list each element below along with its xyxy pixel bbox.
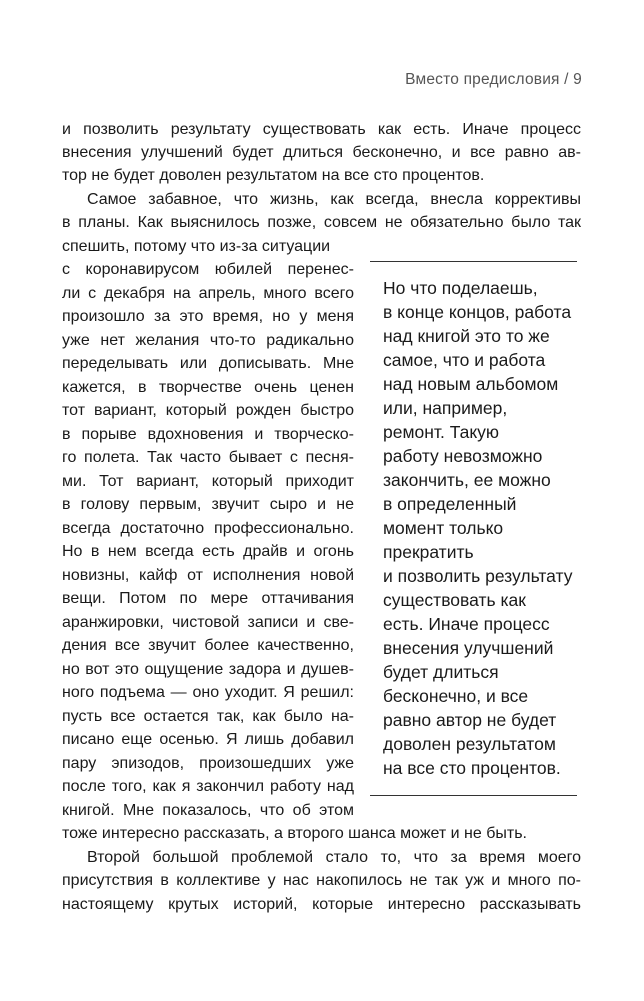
body-text-line: в порыве вдохновения и творческо- [62,426,354,443]
body-text-line: в планы. Как выяснилось позже, совсем не обязательно было так [62,214,581,231]
body-text-line: тор не будет доволен результатом на все сто процентов. [62,167,485,184]
pull-quote-bottom-rule [370,795,577,796]
pull-quote-line: самое, что и работа [383,350,546,370]
body-text-line: ли с декабря на апрель, много всего [62,285,354,302]
pull-quote-line: существовать как [383,590,526,610]
body-text-line: но вот это ощущение задора и душев- [62,661,354,678]
pull-quote-top-rule [370,261,577,262]
body-text-line: пару эпизодов, произошедших уже [62,755,354,772]
pull-quote-line: прекратить [383,542,474,562]
body-text-line: вещи. Потом по мере оттачивания [62,590,354,607]
body-text-line: спешить, потому что из-за ситуации [62,238,331,255]
body-text-line: всегда достаточно профессионально. [62,520,354,537]
body-text-line: в голову первым, звучит сыро и не [62,496,354,513]
body-text-line: пусть все остается так, как было на- [62,708,354,725]
pull-quote-line: в конце концов, работа [383,302,572,322]
body-text-line: дения все звучит более качественно, [62,637,354,654]
body-text-line: ми. Тот вариант, который приходит [62,473,354,490]
body-text-line: и позволить результату существовать как есть. Иначе процесс [62,121,581,138]
body-text-line: новизны, кайф от исполнения новой [62,567,354,584]
body-text-line: Самое забавное, что жизнь, как всегда, внесла коррективы [87,191,581,208]
body-text-line: писано еще осенью. Я лишь добавил [62,731,354,748]
running-head: Вместо предисловия / 9 [405,71,582,88]
body-text-line: настоящему крутых историй, которые интересно рассказывать [62,896,581,913]
body-text-line: после того, как я закончил работу над [62,778,354,795]
pull-quote-line: закончить, ее можно [383,470,551,490]
body-text-line: Но в нем всегда есть драйв и огонь [62,543,354,560]
pull-quote-line: Но что поделаешь, [383,278,538,298]
pull-quote-line: работу невозможно [383,446,543,466]
body-text-line: произошло за это время, но у меня [62,308,354,325]
pull-quote-line: равно автор не будет [383,710,557,730]
pull-quote-line: внесения улучшений [383,638,554,658]
pull-quote-line: доволен результатом [383,734,556,754]
body-text-line: переделывать или дописывать. Мне [62,355,354,372]
body-text-line: ного подъема — оно уходит. Я решил: [62,684,354,701]
pull-quote-line: над новым альбомом [383,374,559,394]
pull-quote-line: ремонт. Такую [383,422,500,442]
body-text-line: с коронавирусом юбилей перенес- [62,261,354,278]
pull-quote-line: в определенный [383,494,517,514]
pull-quote-line: над книгой это то же [383,326,550,346]
body-text-line: тот вариант, который рожден быстро [62,402,354,419]
pull-quote-line: или, например, [383,398,508,418]
pull-quote-line: момент только [383,518,504,538]
body-text-line: тоже интересно рассказать, а второго шанса может и не быть. [62,825,527,842]
body-text-line: кажется, в творчестве очень ценен [62,379,354,396]
body-text-line: уже нет желания что-то радикально [62,332,354,349]
body-text-line: книгой. Мне показалось, что об этом [62,802,354,819]
pull-quote-line: и позволить результату [383,566,573,586]
pull-quote-line: на все сто процентов. [383,758,561,778]
pull-quote-line: будет длиться [383,662,499,682]
body-text-line: го полета. Так часто бывает с песня- [62,449,354,466]
body-text-line: аранжировки, чистовой записи и све- [62,614,354,631]
body-text-line: внесения улучшений будет длиться бесконечно, и все равно ав- [62,144,581,161]
pull-quote-line: есть. Иначе процесс [383,614,550,634]
pull-quote-line: бесконечно, и все [383,686,529,706]
body-text-line: Второй большой проблемой стало то, что за время моего [87,849,581,866]
body-text-line: присутствия в коллективе у нас накопилось не так уж и много по- [62,872,581,889]
